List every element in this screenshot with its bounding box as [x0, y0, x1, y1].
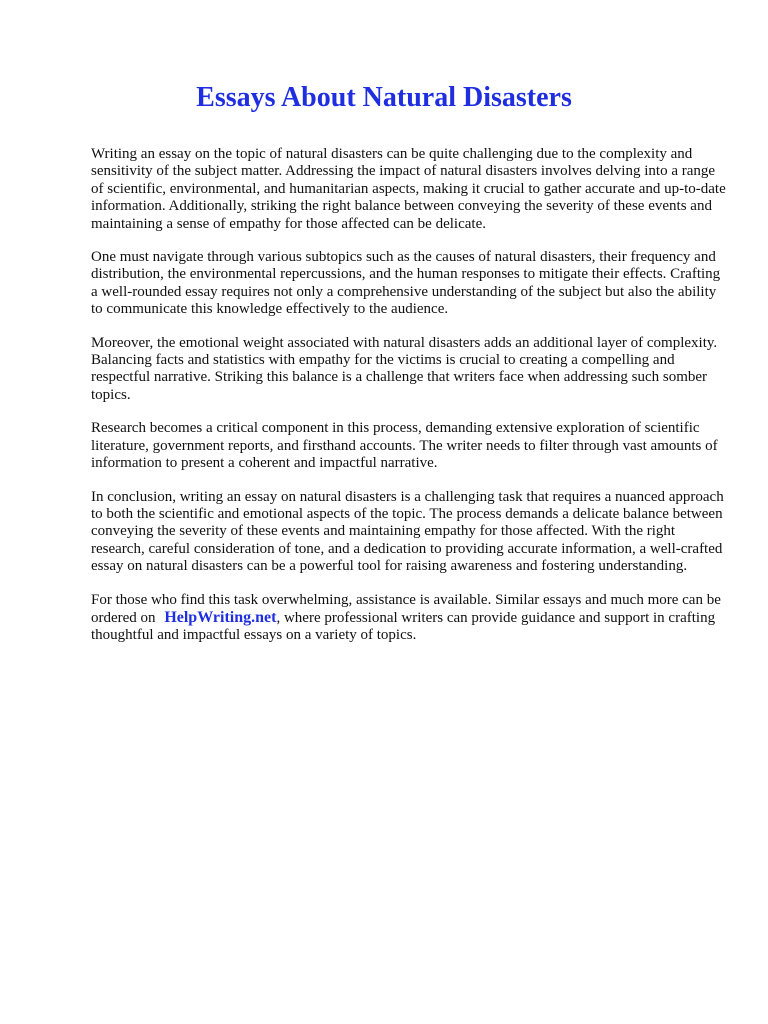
- document-body: [91, 146, 726, 661]
- paragraph-6-after-link: , where professional writers can provide guidance and support in crafting thoughtful and impactful essays on a variety of topics.: [91, 609, 716, 644]
- paragraph-6: [91, 592, 726, 645]
- document-title: Essays About Natural Disasters: [196, 82, 572, 113]
- paragraph-4: Research becomes a critical component in this process, demanding extensive exploration of scientific literature, government reports, and firsthand accounts. The writer needs to filter through vast amounts of information to present a coherent and impactful narrative.: [91, 420, 718, 472]
- paragraph-1: Writing an essay on the topic of natural disasters can be quite challenging due to the complexity and sensitivity of the subject matter. Addressing the impact of natural disasters involves delving into a range of scientific, environmental, and humanitarian aspects, making it crucial to gather accurate and up-to-date information. Additionally, striking the right balance between conveying the severity of these events and maintaining a sense of empathy for those affected can be delicate.: [91, 146, 726, 232]
- paragraph-6-before-link: For those who find this task overwhelming, assistance is available. Similar essays and much more can be ordered on: [91, 591, 721, 626]
- paragraph-5: In conclusion, writing an essay on natural disasters is a challenging task that requires a nuanced approach to both the scientific and emotional aspects of the topic. The process demands a delicate balance between conveying the severity of these events and maintaining empathy for those affected. With the right research, careful consideration of tone, and a dedication to providing accurate information, a well-crafted essay on natural disasters can be a powerful tool for raising awareness and fostering understanding.: [91, 488, 724, 575]
- paragraph-2: One must navigate through various subtopics such as the causes of natural disasters, their frequency and distribution, the environmental repercussions, and the human responses to mitigate their effects. Crafting a well-rounded essay requires not only a comprehensive understanding of the subject but also the ability to communicate this knowledge effectively to the audience.: [91, 249, 721, 318]
- paragraph-3: Moreover, the emotional weight associated with natural disasters adds an additional layer of complexity. Balancing facts and statistics with empathy for the victims is crucial to creating a compelling and respectful narrative. Striking this balance is a challenge that writers face when addressing such somber topics.: [91, 334, 718, 403]
- helpwriting-link[interactable]: HelpWriting.net: [164, 608, 277, 626]
